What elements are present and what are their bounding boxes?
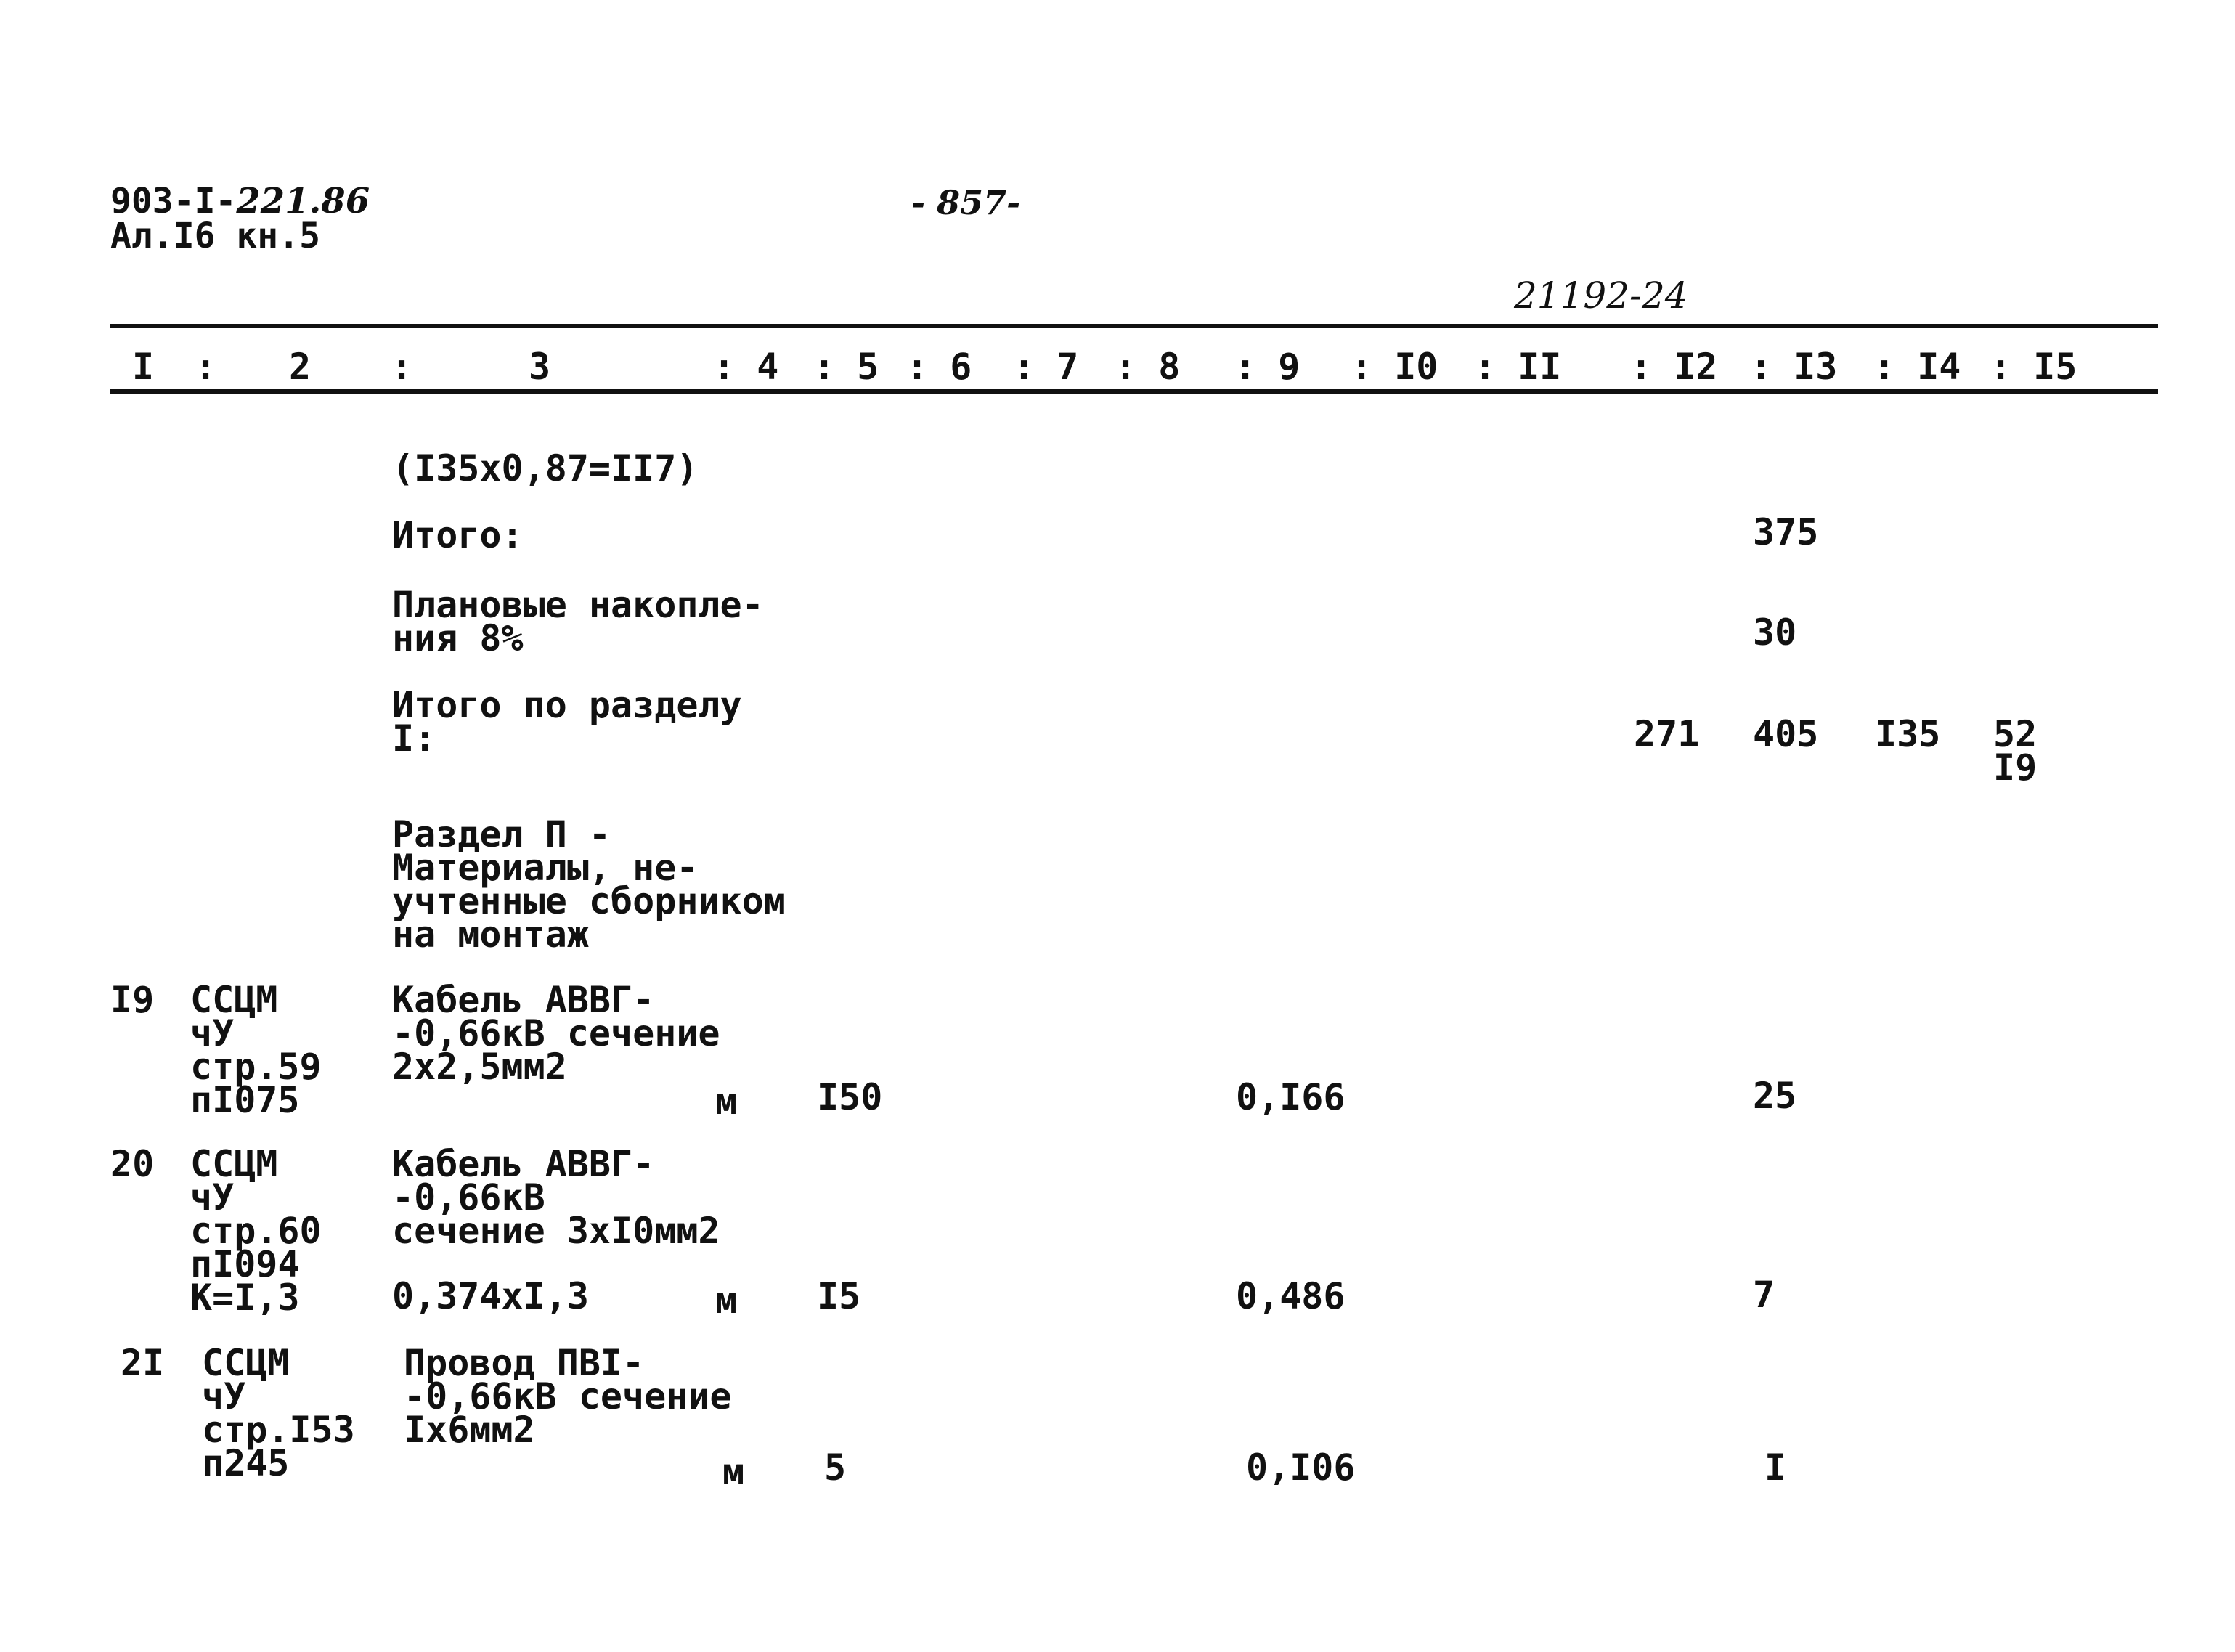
- item20-unit: м: [715, 1279, 738, 1322]
- col-header-15: : I5: [1990, 346, 2077, 388]
- section-total-label: Итого по разделу I:: [392, 684, 742, 760]
- item19-num: I9: [110, 979, 155, 1021]
- item21-qty: 5: [824, 1446, 847, 1489]
- item20-qty: I5: [817, 1275, 861, 1317]
- item20-ref: ССЦМ чУ стр.60 пI094 К=I,3: [190, 1143, 322, 1319]
- document-code: [110, 181, 370, 221]
- item21-price: 0,I06: [1246, 1446, 1356, 1489]
- item20-desc: Кабель АВВГ- -0,66кВ сечение 3хI0мм2: [392, 1143, 720, 1252]
- section-total-col15: 52 I9: [1993, 713, 2037, 789]
- item21-num: 2I: [121, 1342, 165, 1384]
- col-header-9: : 9: [1234, 346, 1300, 388]
- item19-total: 25: [1753, 1075, 1797, 1117]
- item20-total: 7: [1753, 1274, 1775, 1316]
- item21-unit: м: [722, 1451, 745, 1493]
- item19-unit: м: [715, 1081, 738, 1123]
- col-header-5: : 5: [813, 346, 879, 388]
- col-sep-2: :: [391, 346, 413, 388]
- album-label: Ал.I6 кн.5: [110, 216, 320, 256]
- item19-ref: ССЦМ чУ стр.59 пI075: [190, 979, 322, 1121]
- col-header-12: : I2: [1630, 346, 1718, 388]
- itogo-col13: 375: [1753, 511, 1819, 553]
- section-total-col13: 405: [1753, 713, 1819, 755]
- col-header-10: : I0: [1351, 346, 1438, 388]
- col-header-14: : I4: [1873, 346, 1961, 388]
- section2-heading: Раздел П - Материалы, не- учтенные сборником на монтаж: [392, 813, 786, 956]
- document-code-handwritten: 221.86: [236, 181, 370, 221]
- item20-price: 0,486: [1236, 1275, 1346, 1317]
- col-header-13: : I3: [1750, 346, 1838, 388]
- col-header-6: : 6: [906, 346, 972, 388]
- item20-formula: 0,374хI,3: [392, 1275, 589, 1317]
- item19-price: 0,I66: [1236, 1076, 1346, 1118]
- item21-desc: Провод ПВI- -0,66кВ сечение Iх6мм2: [404, 1342, 732, 1451]
- col-sep-1: :: [195, 346, 217, 388]
- document-code-prefix: 903-I-: [110, 181, 237, 221]
- item21-total: I: [1764, 1446, 1787, 1489]
- item19-desc: Кабель АВВГ- -0,66кВ сечение 2х2,5мм2: [392, 979, 720, 1088]
- calc-note: (I35x0,87=II7): [392, 447, 699, 489]
- col-header-2: 2: [289, 346, 312, 388]
- plan-col13: 30: [1753, 611, 1797, 654]
- col-header-8: : 8: [1115, 346, 1181, 388]
- item20-num: 20: [110, 1143, 155, 1185]
- col-header-4: : 4: [713, 346, 779, 388]
- page-number: - 857-: [911, 183, 1021, 222]
- itogo-label: Итого:: [392, 514, 524, 556]
- col-header-1: I: [132, 346, 155, 388]
- header-rule-bottom: [110, 389, 2158, 394]
- section-total-col12: 271: [1634, 713, 1700, 755]
- col-header-7: : 7: [1013, 346, 1079, 388]
- header-rule-top: [110, 324, 2158, 328]
- item19-qty: I50: [817, 1076, 883, 1118]
- item21-ref: ССЦМ чУ стр.I53 п245: [202, 1342, 355, 1484]
- col-header-11: : II: [1474, 346, 1562, 388]
- col-header-3: 3: [529, 346, 551, 388]
- plan-label: Плановые накопле- ния 8%: [392, 584, 764, 659]
- section-total-col14: I35: [1875, 713, 1941, 755]
- doc-inventory-number: 21192-24: [1514, 274, 1688, 317]
